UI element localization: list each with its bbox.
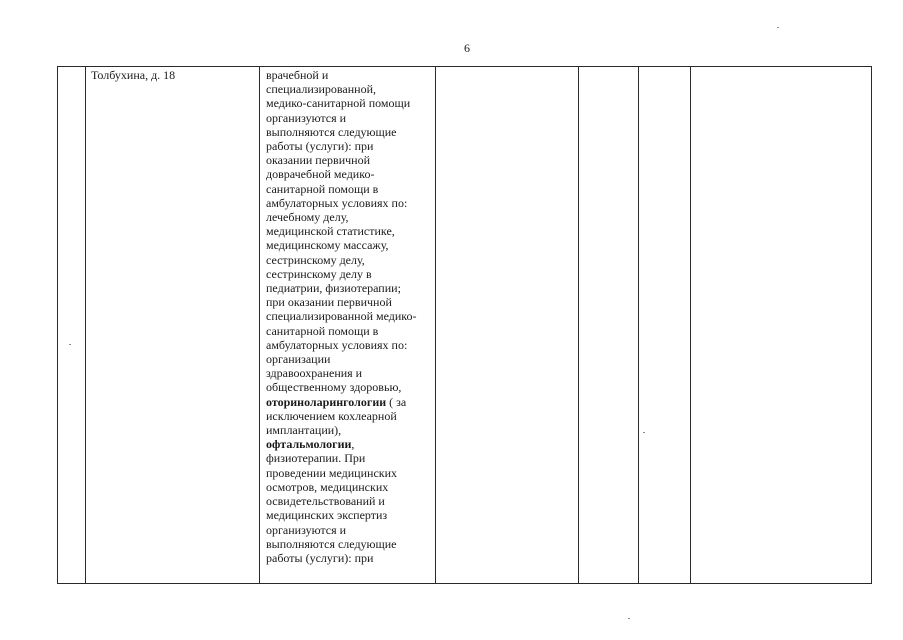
- services-line: доврачебной медико-: [266, 167, 375, 182]
- services-line: оказании первичной: [266, 153, 371, 168]
- services-line: здравоохранения и: [266, 366, 363, 381]
- services-line: специализированной,: [266, 82, 377, 97]
- scan-speck: [777, 27, 779, 28]
- services-line: при оказании первичной: [266, 295, 392, 310]
- services-line: санитарной помощи в: [266, 181, 379, 196]
- scan-speck: [628, 618, 630, 619]
- table-cell-empty-4: [436, 67, 578, 583]
- line-fragment: ,: [351, 437, 355, 452]
- services-line: общественному здоровью,: [266, 380, 402, 395]
- bold-term: офтальмологии: [266, 437, 352, 452]
- bold-term: оториноларингологии: [266, 394, 387, 409]
- services-line: врачебной и: [266, 68, 329, 82]
- table-cell-empty-5: [579, 67, 638, 583]
- address-text: Толбухина, д. 18: [91, 68, 176, 82]
- services-line: работы (услуги): при: [266, 550, 374, 565]
- services-line: [266, 437, 438, 451]
- scan-speck: [69, 344, 71, 345]
- page-number: 6: [464, 41, 470, 55]
- services-line: организуются и: [266, 110, 347, 125]
- line-fragment: ( за: [386, 394, 407, 409]
- services-line: сестринскому делу,: [266, 252, 365, 267]
- services-line: медицинских экспертиз: [266, 508, 388, 523]
- services-line: выполняются следующие: [266, 124, 397, 139]
- services-line: специализированной медико-: [266, 309, 417, 324]
- services-line: исключением кохлеарной: [266, 408, 397, 423]
- services-text: [266, 68, 438, 565]
- table-cell-address: [86, 67, 259, 583]
- table-cell-number: [58, 67, 85, 583]
- services-line: сестринскому делу в: [266, 266, 372, 281]
- services-line: осмотров, медицинских: [266, 479, 389, 494]
- services-line: лечебному делу,: [266, 210, 349, 225]
- services-line: педиатрии, физиотерапии;: [266, 281, 401, 296]
- services-line: физиотерапии. При: [266, 451, 366, 466]
- services-line: выполняются следующие: [266, 536, 397, 551]
- services-line: амбулаторных условиях по:: [266, 195, 408, 210]
- services-line: работы (услуги): при: [266, 139, 374, 154]
- services-line: медицинскому массажу,: [266, 238, 389, 253]
- services-table: [57, 66, 872, 584]
- services-line: [266, 395, 438, 409]
- services-line: проведении медицинских: [266, 465, 398, 480]
- services-line: имплантации),: [266, 423, 342, 438]
- scan-speck: [643, 432, 645, 433]
- services-line: санитарной помощи в: [266, 323, 379, 338]
- services-line: медико-санитарной помощи: [266, 96, 411, 111]
- table-cell-empty-6: [639, 67, 690, 583]
- services-line: амбулаторных условиях по:: [266, 337, 408, 352]
- services-line: организации: [266, 352, 331, 367]
- services-line: организуются и: [266, 522, 347, 537]
- table-cell-empty-7: [691, 67, 871, 583]
- services-line: медицинской статистике,: [266, 224, 395, 239]
- services-line: освидетельствований и: [266, 494, 385, 509]
